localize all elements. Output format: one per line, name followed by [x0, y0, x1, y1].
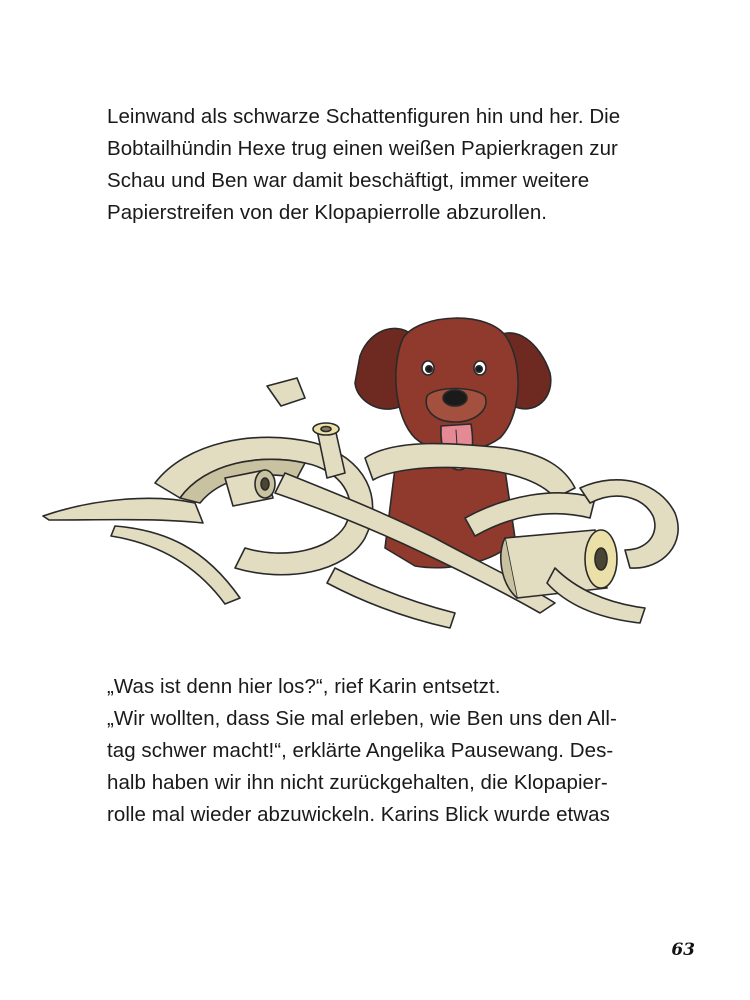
text-line: Leinwand als schwarze Schattenfiguren hin und her. Die	[107, 105, 621, 128]
paper-roll-upright-hole	[321, 427, 331, 432]
page-number: 63	[671, 940, 695, 960]
text-paragraph-bottom	[107, 671, 647, 831]
paper-strip-left-fold	[267, 378, 305, 406]
paper-roll-upright	[317, 428, 345, 478]
text-line: „Wir wollten, dass Sie mal erleben, wie Ben uns den All-	[107, 707, 617, 730]
paper-strip-left	[43, 498, 203, 523]
dog-toilet-paper-illustration	[35, 298, 715, 638]
text-line: tag schwer macht!“, erklärte Angelika Pausewang. Des-	[107, 739, 614, 762]
text-line: „Was ist denn hier los?“, rief Karin entsetzt.	[107, 675, 501, 698]
text-line: rolle mal wieder abzuwickeln. Karins Blick wurde etwas	[107, 803, 610, 826]
text-paragraph-top	[107, 101, 647, 229]
text-line: Papierstreifen von der Klopapierrolle abzurollen.	[107, 201, 548, 224]
dog-nose	[443, 390, 467, 406]
paper-strip-bottom	[327, 568, 455, 628]
text-line: halb haben wir ihn nicht zurückgehalten, die Klopapier-	[107, 771, 608, 794]
text-line: Schau und Ben war damit beschäftigt, immer weitere	[107, 169, 590, 192]
paper-strip-left-tail	[111, 526, 240, 604]
text-line: Bobtailhündin Hexe trug einen weißen Papierkragen zur	[107, 137, 618, 160]
